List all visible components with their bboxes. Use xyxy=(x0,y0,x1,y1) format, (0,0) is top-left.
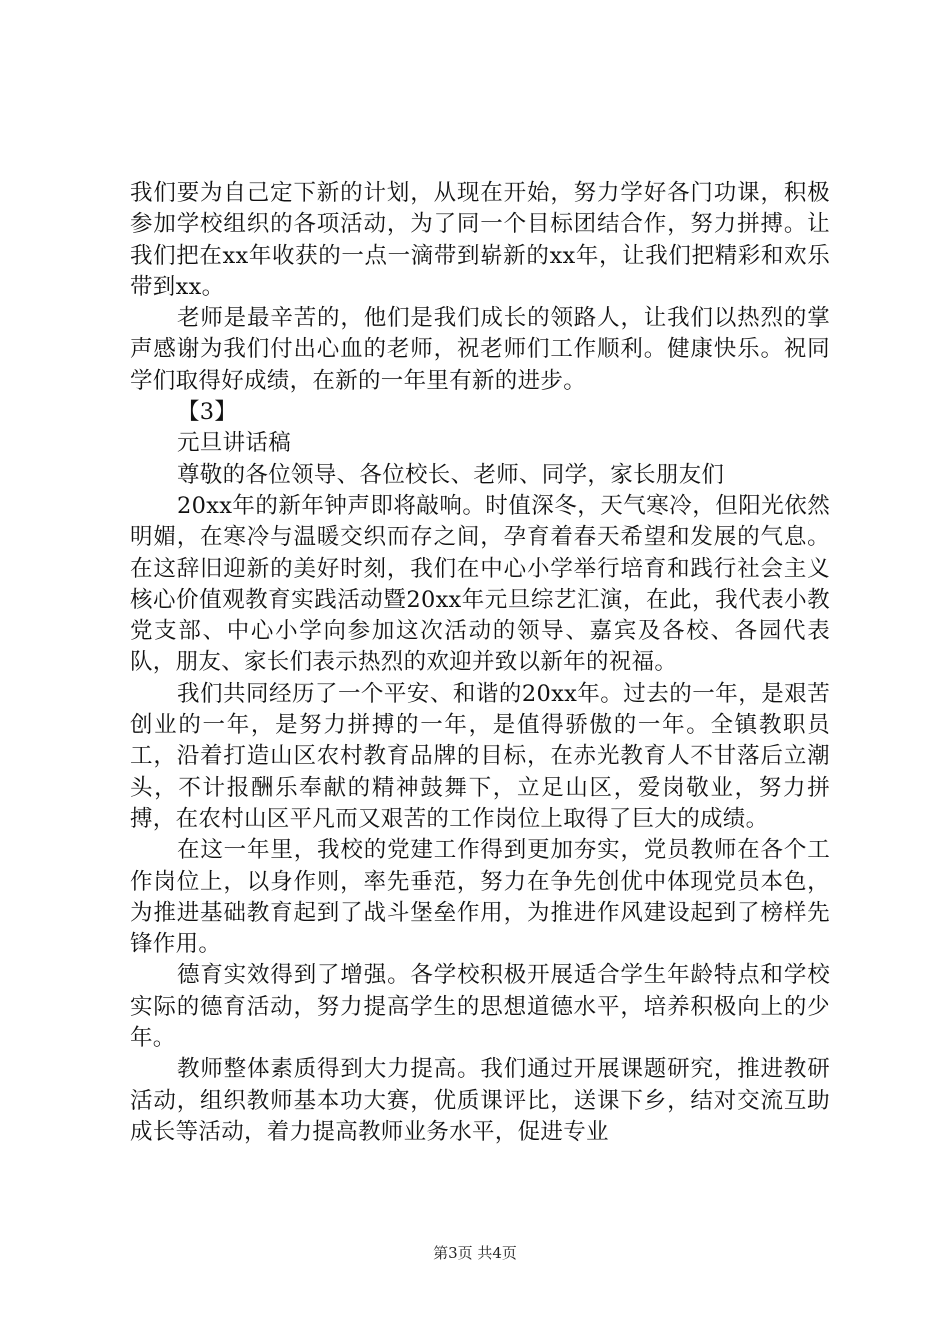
paragraph-plan: 我们要为自己定下新的计划，从现在开始，努力学好各门功课，积极参加学校组织的各项活动，为了同一个目标团结合作，努力拼搏。让我们把在xx年收获的一点一滴带到崭新的xx年，让我们把精彩和欢乐带到xx。 xyxy=(130,180,830,300)
paragraph-new-year: 20xx年的新年钟声即将敲响。时值深冬，天气寒冷，但阳光依然明媚，在寒冷与温暖交织而存之间，孕育着春天希望和发展的气息。在这辞旧迎新的美好时刻，我们在中心小学举行培育和践行社会主义核心价值观教育实践活动暨20xx年元旦综艺汇演，在此，我代表小教党支部、中心小学向参加这次活动的领导、嘉宾及各校、各园代表队，朋友、家长们表示热烈的欢迎并致以新年的祝福。 xyxy=(130,492,830,676)
section-number: 【3】 xyxy=(177,399,238,426)
document-body xyxy=(130,178,830,1148)
page-number-footer: 第3页 共4页 xyxy=(433,1244,517,1262)
paragraph-moral-education: 德育实效得到了增强。各学校积极开展适合学生年龄特点和学校实际的德育活动，努力提高学生的思想道德水平，培养积极向上的少年。 xyxy=(130,962,830,1052)
paragraph-teacher-quality: 教师整体素质得到大力提高。我们通过开展课题研究，推进教研活动，组织教师基本功大赛，优质课评比，送课下乡，结对交流互助成长等活动，着力提高教师业务水平，促进专业 xyxy=(130,1056,830,1145)
section-title: 元旦讲话稿 xyxy=(177,430,292,457)
paragraph-teachers-thanks: 老师是最辛苦的，他们是我们成长的领路人，让我们以热烈的掌声感谢为我们付出心血的老师，祝老师们工作顺利。健康快乐。祝同学们取得好成绩，在新的一年里有新的进步。 xyxy=(130,305,830,394)
salutation: 尊敬的各位领导、各位校长、老师、同学，家长朋友们 xyxy=(177,461,725,488)
paragraph-party-building: 在这一年里，我校的党建工作得到更加夯实，党员教师在各个工作岗位上，以身作则，率先垂范，努力在争先创优中体现党员本色，为推进基础教育起到了战斗堡垒作用，为推进作风建设起到了榜样先锋作用。 xyxy=(130,837,830,958)
paragraph-past-year: 我们共同经历了一个平安、和谐的20xx年。过去的一年，是艰苦创业的一年，是努力拼搏的一年，是值得骄傲的一年。全镇教职员工，沿着打造山区农村教育品牌的目标，在赤光教育人不甘落后立潮头，不计报酬乐奉献的精神鼓舞下，立足山区，爱岗敬业，努力拼搏，在农村山区平凡而又艰苦的工作岗位上取得了巨大的成绩。 xyxy=(130,680,830,832)
